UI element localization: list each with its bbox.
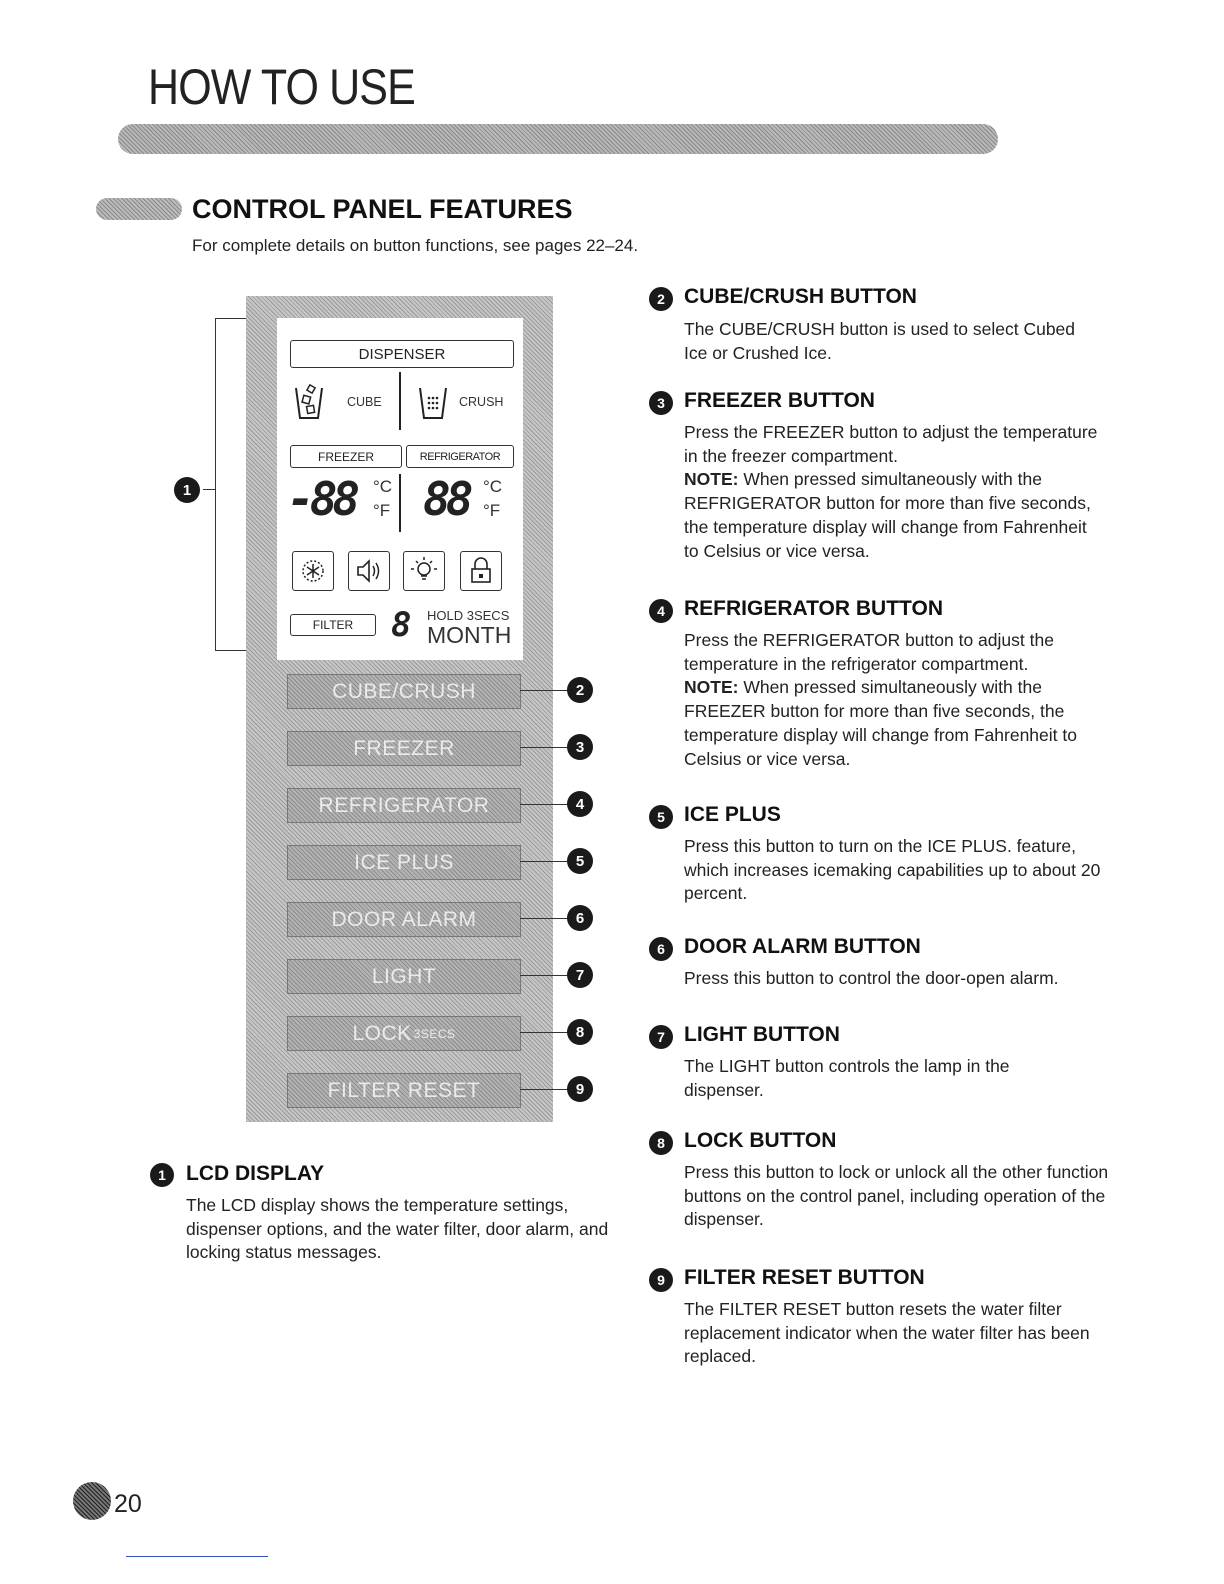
feature-5-title: ICE PLUS xyxy=(684,803,781,826)
ice-plus-icon-box xyxy=(292,551,334,591)
fridge-unit-f: °F xyxy=(483,501,501,520)
month-label: MONTH xyxy=(427,622,512,648)
feature-8-body: Press this button to lock or unlock all the other function buttons on the control panel, including operation of the dispenser. xyxy=(684,1162,1109,1230)
feature-7-title: LIGHT BUTTON xyxy=(684,1023,840,1046)
ice-plus-icon xyxy=(293,552,333,590)
section-subtitle: For complete details on button functions, see pages 22–24. xyxy=(192,236,639,255)
callout-6: 6 xyxy=(567,905,593,931)
refrigerator-label: REFRIGERATOR xyxy=(406,445,514,468)
fridge-unit-c: °C xyxy=(483,477,503,496)
leader-4 xyxy=(520,804,570,805)
callout-7: 7 xyxy=(567,962,593,988)
section-pill xyxy=(96,198,182,220)
cube-label: CUBE xyxy=(347,395,382,409)
feature-4-note-label: NOTE: xyxy=(684,677,739,698)
feature-7-body: The LIGHT button controls the lamp in the dispenser. xyxy=(684,1056,1010,1100)
light-icon-box xyxy=(403,551,445,591)
page-number: 20 xyxy=(114,1490,142,1518)
header-title: HOW TO USE xyxy=(148,59,415,115)
feature-4-body: Press the REFRIGERATOR button to adjust the temperature in the refrigerator compartment. NOTE: When pressed simultaneously with the FREEZER button for more than five seconds, the temperature display will change from Fahrenheit to Celsius or vice versa. xyxy=(684,630,1077,769)
feature-9-title: FILTER RESET BUTTON xyxy=(684,1266,925,1289)
feature-9-num: 9 xyxy=(649,1268,673,1292)
feature-3-body: Press the FREEZER button to adjust the temperature in the freezer compartment. NOTE: When pressed simultaneously with the REFRIGERATOR button for more than five seconds, the temperature display will change from Fahrenheit to Celsius or vice versa. xyxy=(684,422,1098,561)
lcd-bracket-tick xyxy=(203,489,215,490)
callout-3: 3 xyxy=(567,734,593,760)
feature-7-num: 7 xyxy=(649,1025,673,1049)
feature-8-title: LOCK BUTTON xyxy=(684,1129,837,1152)
callout-9: 9 xyxy=(567,1076,593,1102)
fridge-temp-display: 88 xyxy=(423,472,469,526)
freezer-temp-display: -88 xyxy=(287,472,356,526)
feature-3-title: FREEZER BUTTON xyxy=(684,389,875,412)
cube-icon xyxy=(294,382,324,420)
ice-plus-button[interactable]: ICE PLUS xyxy=(287,845,521,880)
leader-6 xyxy=(520,918,570,919)
feature-2-num: 2 xyxy=(649,287,673,311)
lock-button[interactable]: LOCK 3SECS xyxy=(287,1016,521,1051)
door-alarm-icon-box xyxy=(348,551,390,591)
footer-line xyxy=(126,1556,268,1557)
feature-8-num: 8 xyxy=(649,1131,673,1155)
feature-4-title: REFRIGERATOR BUTTON xyxy=(684,597,944,620)
lcd-display-title: LCD DISPLAY xyxy=(186,1162,325,1185)
cube-crush-divider xyxy=(399,372,401,430)
leader-8 xyxy=(520,1032,570,1033)
freezer-button[interactable]: FREEZER xyxy=(287,731,521,766)
light-button[interactable]: LIGHT xyxy=(287,959,521,994)
lock-icon xyxy=(461,552,501,590)
door-alarm-icon xyxy=(349,552,389,590)
leader-9 xyxy=(520,1089,570,1090)
feature-6-title: DOOR ALARM BUTTON xyxy=(684,935,921,958)
hold-3secs-label: HOLD 3SECS xyxy=(427,608,510,623)
lg-logo-icon xyxy=(73,1482,111,1520)
filter-label: FILTER xyxy=(290,614,376,636)
header-bar xyxy=(118,124,998,154)
lock-3secs-label: 3SECS xyxy=(413,1026,456,1041)
leader-7 xyxy=(520,975,570,976)
feature-5-body: Press this button to turn on the ICE PLUS. feature, which increases icemaking capabilities up to about 20 percent. xyxy=(684,836,1101,904)
refrigerator-button[interactable]: REFRIGERATOR xyxy=(287,788,521,823)
feature-3-num: 3 xyxy=(649,391,673,415)
leader-3 xyxy=(520,747,570,748)
crush-label: CRUSH xyxy=(459,395,504,409)
feature-9-body: The FILTER RESET button resets the water filter replacement indicator when the water filter has been replaced. xyxy=(684,1299,1090,1367)
callout-8: 8 xyxy=(567,1019,593,1045)
freezer-unit-f: °F xyxy=(373,501,391,520)
dispenser-label: DISPENSER xyxy=(290,340,514,368)
lcd-display-num: 1 xyxy=(150,1163,174,1187)
temp-divider xyxy=(399,474,401,532)
callout-1: 1 xyxy=(174,477,200,503)
door-alarm-button[interactable]: DOOR ALARM xyxy=(287,902,521,937)
feature-3-note-label: NOTE: xyxy=(684,469,739,490)
feature-4-num: 4 xyxy=(649,599,673,623)
callout-4: 4 xyxy=(567,791,593,817)
leader-2 xyxy=(520,690,570,691)
leader-5 xyxy=(520,861,570,862)
filter-month-digit: 8 xyxy=(391,605,407,645)
light-icon xyxy=(404,552,444,590)
feature-2-title: CUBE/CRUSH BUTTON xyxy=(684,285,917,308)
filter-reset-button[interactable]: FILTER RESET xyxy=(287,1073,521,1108)
feature-6-body: Press this button to control the door-open alarm. xyxy=(684,968,1059,988)
feature-5-num: 5 xyxy=(649,805,673,829)
cube-crush-button[interactable]: CUBE/CRUSH xyxy=(287,674,521,709)
feature-6-num: 6 xyxy=(649,937,673,961)
lock-icon-box xyxy=(460,551,502,591)
lcd-display xyxy=(277,318,523,660)
freezer-label: FREEZER xyxy=(290,445,402,468)
callout-2: 2 xyxy=(567,677,593,703)
crush-icon xyxy=(418,382,448,420)
lcd-display-body: The LCD display shows the temperature settings, dispenser options, and the water filter, door alarm, and locking status messages. xyxy=(186,1195,609,1263)
freezer-unit-c: °C xyxy=(373,477,393,496)
feature-2-body: The CUBE/CRUSH button is used to select Cubed Ice or Crushed Ice. xyxy=(684,319,1076,363)
section-title: CONTROL PANEL FEATURES xyxy=(192,194,573,224)
lcd-bracket xyxy=(215,318,246,651)
callout-5: 5 xyxy=(567,848,593,874)
